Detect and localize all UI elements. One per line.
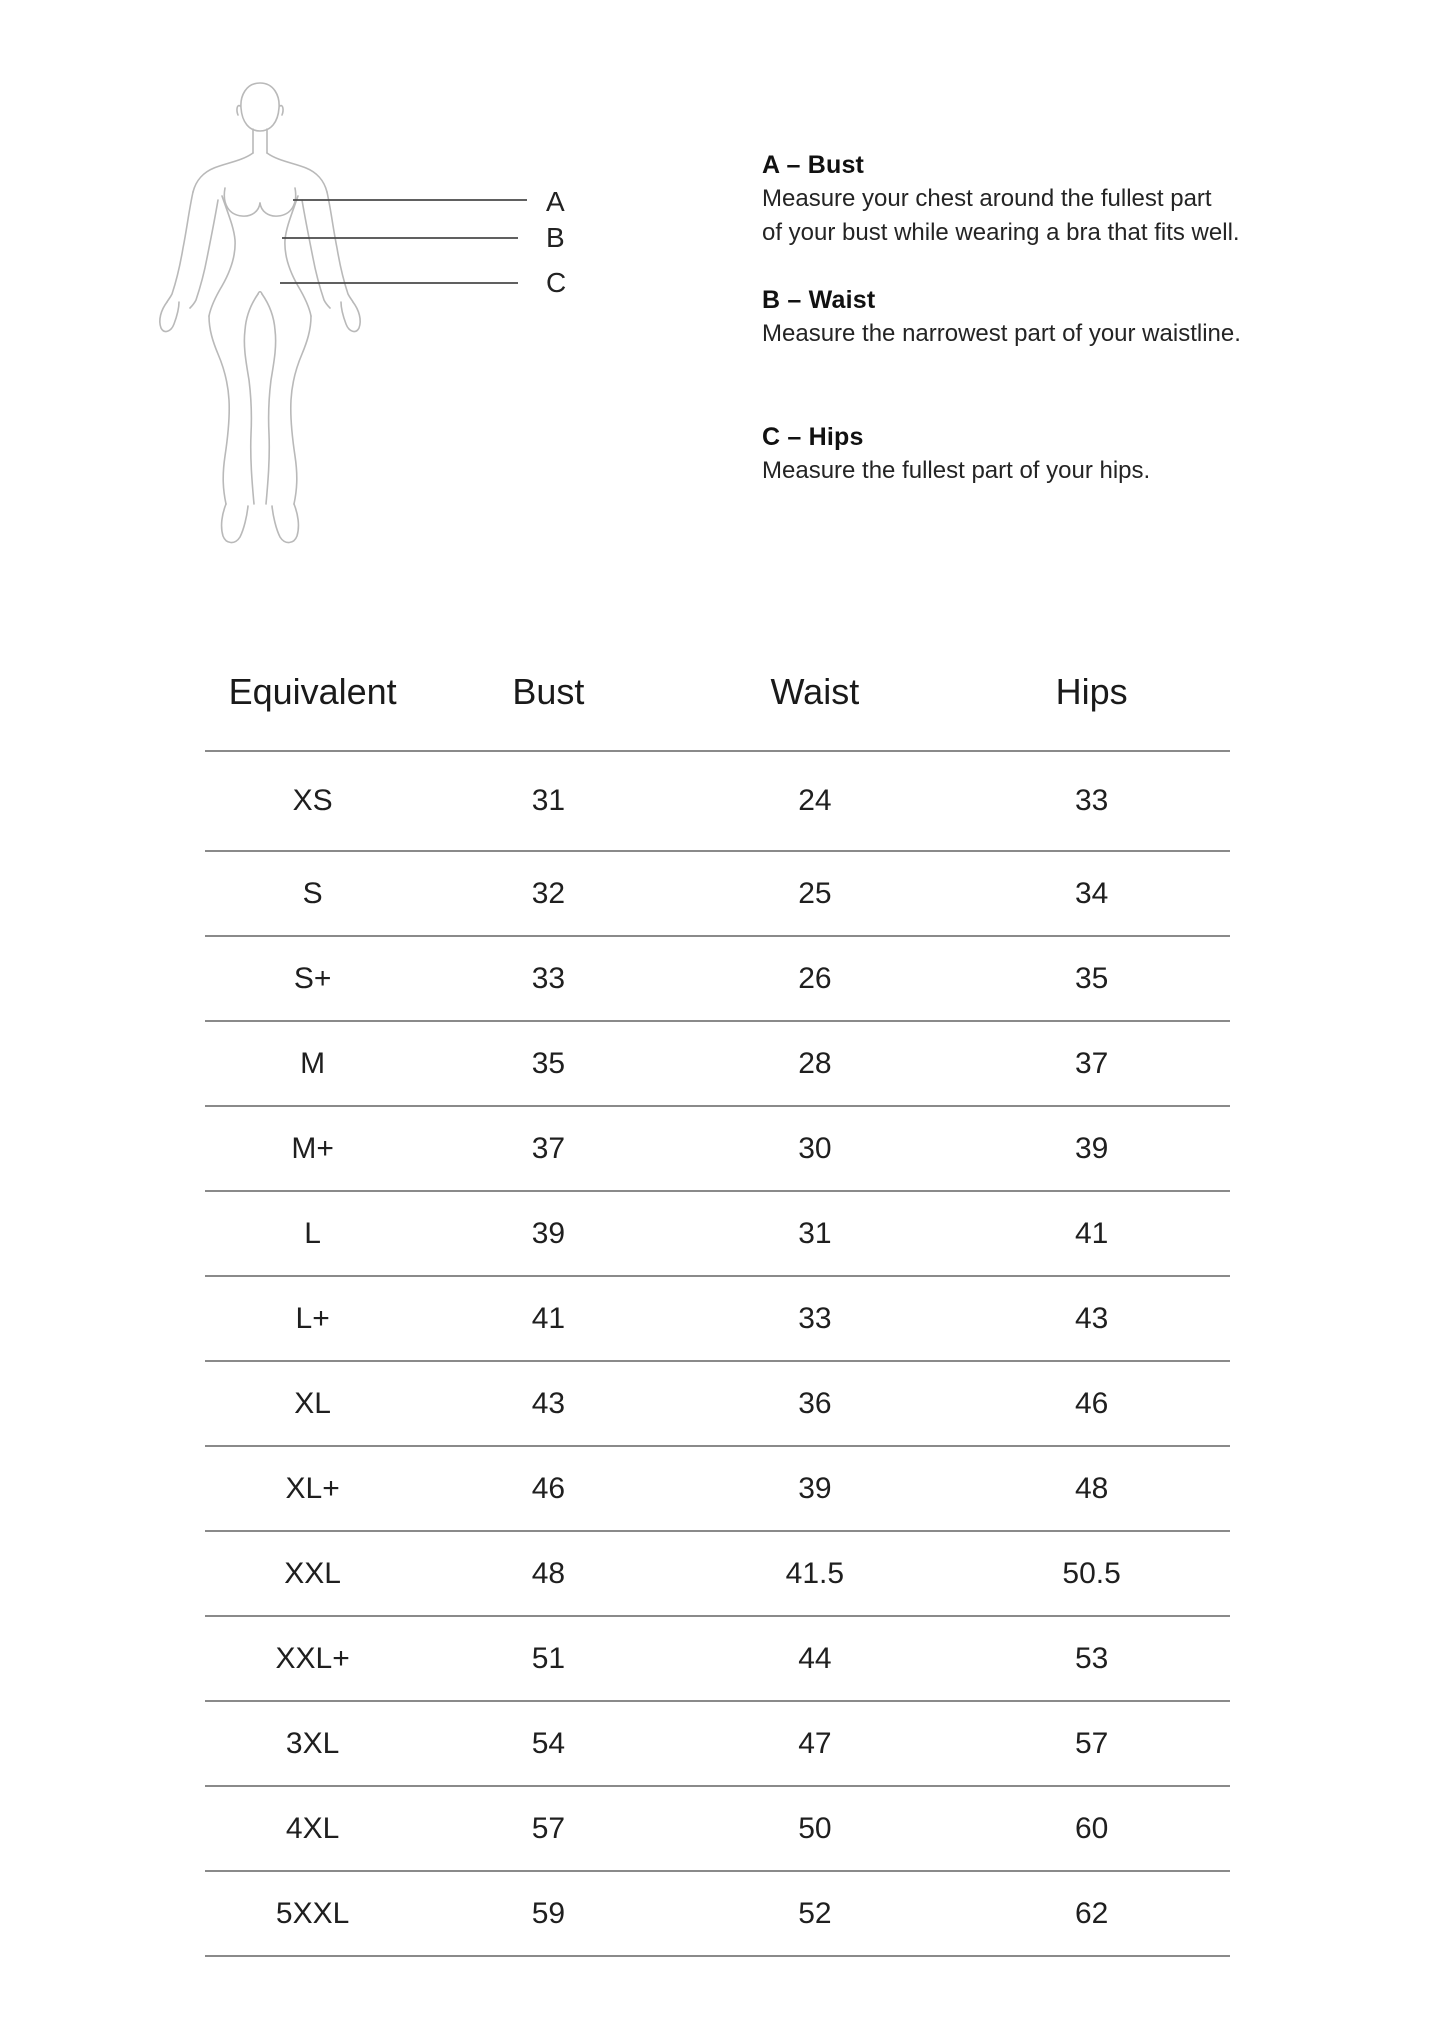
size-cell: 5XXL [275, 1896, 350, 1930]
waist-cell: 33 [798, 1301, 832, 1335]
table-header-row [205, 655, 1230, 752]
hips-cell: 34 [1074, 876, 1109, 910]
hips-cell: 33 [1074, 784, 1109, 817]
hips-cell: 37 [1074, 1046, 1109, 1080]
column-header-hips: Hips [1055, 671, 1128, 712]
hips-cell: 53 [1074, 1641, 1109, 1675]
column-header-bust: Bust [512, 671, 585, 712]
hips-cell: 43 [1074, 1301, 1109, 1335]
bust-cell: 41 [531, 1301, 566, 1335]
size-cell: XL [294, 1386, 331, 1420]
waist-cell: 31 [798, 1216, 832, 1250]
bust-cell: 48 [531, 1556, 566, 1590]
size-cell: 4XL [285, 1811, 340, 1845]
label-a: A [546, 186, 565, 217]
instruction-waist [762, 283, 1402, 351]
bust-cell: 33 [531, 961, 566, 995]
table-row [205, 1787, 1230, 1872]
bust-cell: 54 [531, 1726, 566, 1760]
waist-cell: 47 [798, 1726, 832, 1760]
waist-cell: 39 [798, 1471, 832, 1505]
bust-cell: 35 [531, 1046, 566, 1080]
size-cell: S+ [293, 961, 332, 995]
column-header-equivalent: Equivalent [228, 671, 397, 712]
bust-cell: 43 [531, 1386, 566, 1420]
hips-cell: 57 [1074, 1726, 1109, 1760]
instruction-hips-line1: Measure the fullest part of your hips. [762, 457, 1151, 484]
waist-cell: 24 [798, 784, 832, 817]
size-cell: M+ [291, 1131, 334, 1165]
instruction-waist-title: B – Waist [762, 286, 876, 314]
bust-cell: 32 [531, 876, 566, 910]
table-row [205, 1532, 1230, 1617]
waist-cell: 26 [798, 961, 832, 995]
waist-cell: 44 [798, 1641, 832, 1675]
instruction-bust-line2: of your bust while wearing a bra that fits well. [762, 219, 1240, 246]
hips-cell: 48 [1074, 1471, 1109, 1505]
bust-cell: 57 [531, 1811, 566, 1845]
bust-cell: 46 [531, 1471, 566, 1505]
pointer-lines [280, 200, 527, 283]
table-row [205, 937, 1230, 1022]
size-cell: XS [292, 784, 333, 817]
body-figure [130, 58, 570, 578]
bust-cell: 37 [531, 1131, 566, 1165]
column-header-waist: Waist [770, 671, 860, 712]
hips-cell: 39 [1074, 1131, 1109, 1165]
bust-cell: 59 [531, 1896, 566, 1930]
label-c: C [546, 267, 567, 298]
size-cell: XXL [284, 1556, 341, 1590]
bust-cell: 39 [531, 1216, 566, 1250]
size-cell: M [300, 1046, 326, 1080]
size-cell: S [302, 876, 323, 910]
table-row [205, 1872, 1230, 1957]
hips-cell: 60 [1074, 1811, 1109, 1845]
waist-cell: 36 [798, 1386, 832, 1420]
waist-cell: 25 [798, 876, 832, 910]
hips-cell: 41 [1074, 1216, 1109, 1250]
instruction-waist-line1: Measure the narrowest part of your waistline. [762, 320, 1241, 347]
size-cell: XXL+ [275, 1641, 350, 1675]
size-chart-table [205, 655, 1230, 1957]
waist-cell: 50 [798, 1811, 832, 1845]
table-row [205, 752, 1230, 852]
waist-cell: 28 [798, 1046, 832, 1080]
hips-cell: 62 [1074, 1896, 1109, 1930]
hips-cell: 46 [1074, 1386, 1109, 1420]
table-row [205, 1192, 1230, 1277]
body-outline [160, 83, 360, 543]
label-b: B [546, 222, 565, 253]
waist-cell: 30 [798, 1131, 832, 1165]
table-row [205, 1447, 1230, 1532]
table-row [205, 1277, 1230, 1362]
size-cell: XL+ [285, 1471, 340, 1505]
bust-cell: 31 [531, 784, 566, 817]
instruction-bust-line1: Measure your chest around the fullest part [762, 185, 1212, 212]
table-row [205, 1702, 1230, 1787]
instruction-hips [762, 420, 1402, 488]
bust-cell: 51 [531, 1641, 566, 1675]
instruction-hips-title: C – Hips [762, 423, 864, 451]
table-row [205, 852, 1230, 937]
table-row [205, 1617, 1230, 1702]
size-cell: L [304, 1216, 321, 1250]
hips-cell: 35 [1074, 961, 1109, 995]
waist-cell: 41.5 [785, 1556, 845, 1590]
table-row [205, 1362, 1230, 1447]
size-cell: 3XL [285, 1726, 340, 1760]
instruction-bust-title: A – Bust [762, 151, 865, 179]
table-row [205, 1107, 1230, 1192]
table-row [205, 1022, 1230, 1107]
hips-cell: 50.5 [1062, 1556, 1121, 1590]
size-cell: L+ [295, 1301, 330, 1335]
instruction-bust [762, 148, 1402, 250]
waist-cell: 52 [798, 1896, 832, 1930]
